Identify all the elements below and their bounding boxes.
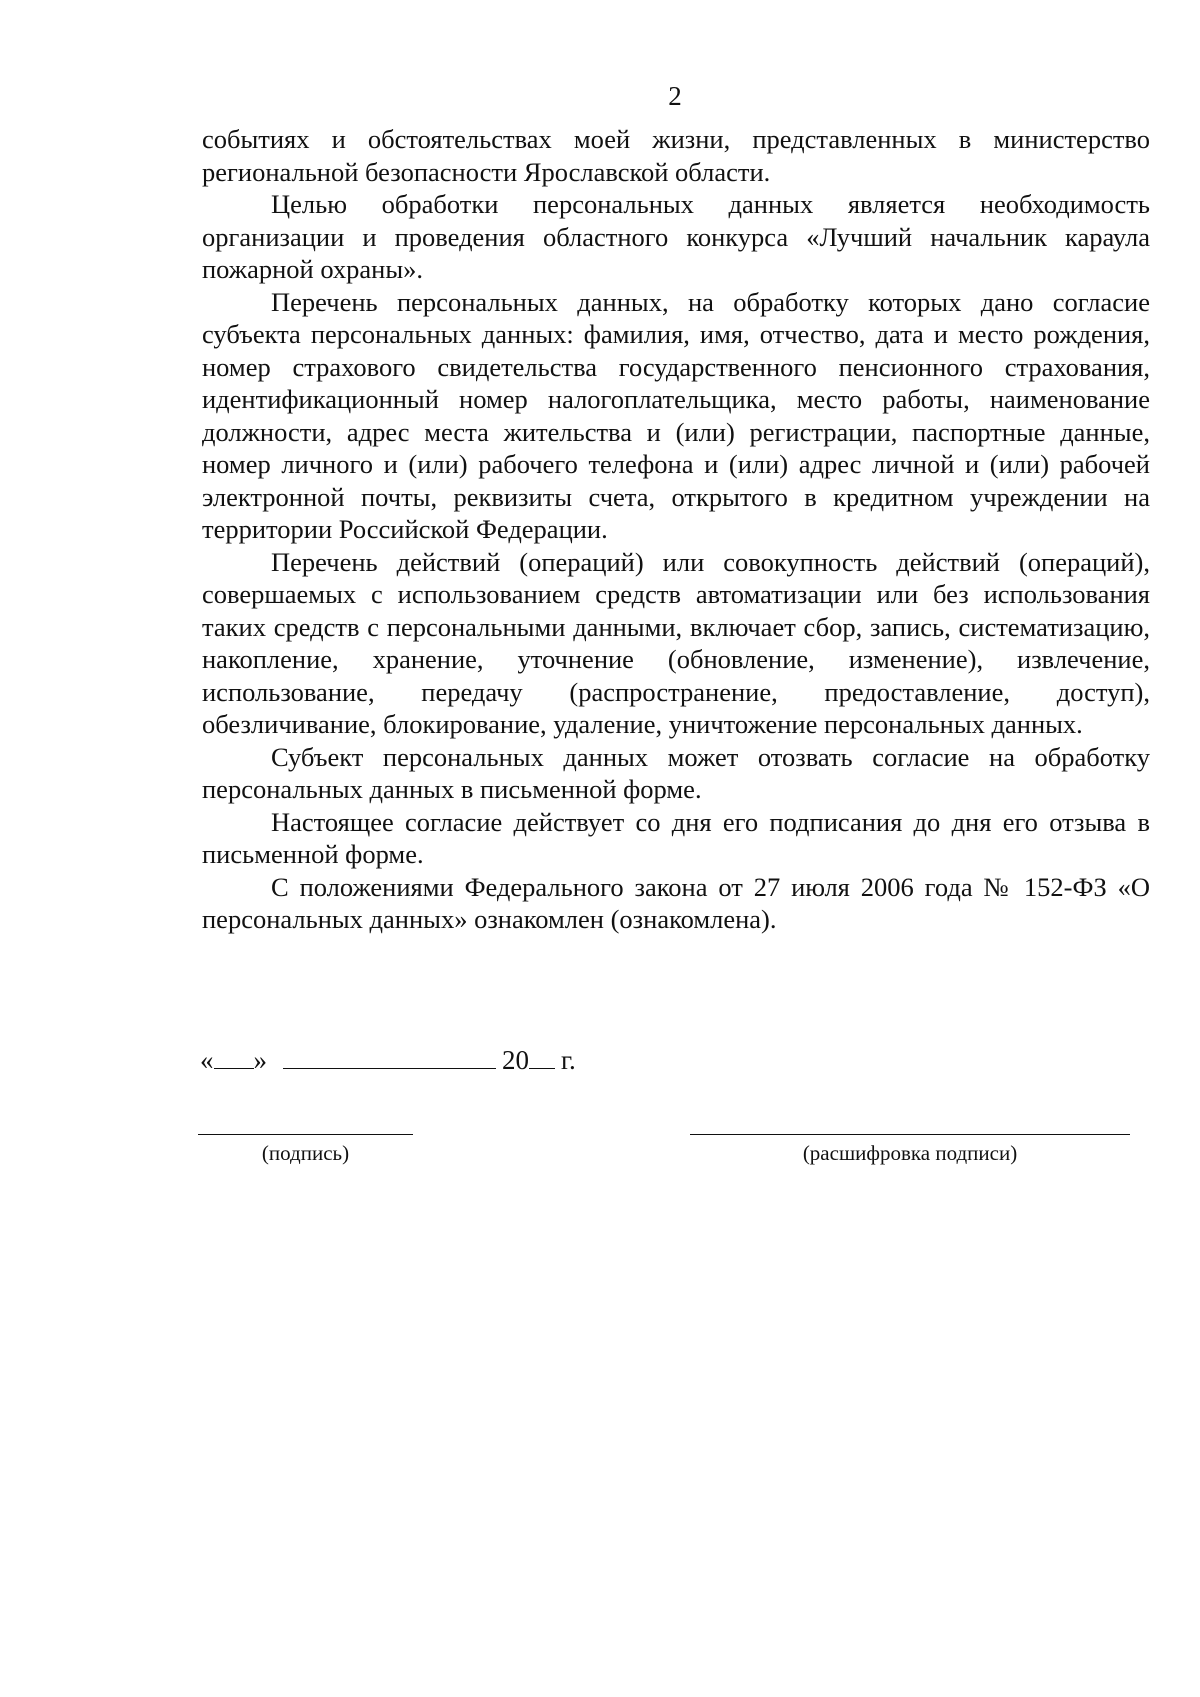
page-number: 2	[668, 81, 682, 111]
signature-caption: (подпись)	[261, 1141, 350, 1165]
date-open-quote: «	[200, 1045, 214, 1075]
consent-body	[202, 123, 1150, 936]
year-prefix: 20	[502, 1045, 529, 1075]
signature-decoding-line[interactable]	[690, 1134, 1130, 1135]
paragraph-operations: Перечень действий (операций) или совокупность действий (операций), совершаемых с использованием средств автоматизации или без использования таких средств с персональными данными, включает сбор, запись, систематизацию, накопление, хранение, уточнение (обновление, изменение), извлечение, использование, передачу (распространение, предоставление, доступ), обезличивание, блокирование, удаление, уничтожение персональных данных.	[202, 546, 1150, 739]
date-close-quote: »	[253, 1045, 267, 1075]
date-line	[200, 1044, 576, 1076]
year-suffix: г.	[561, 1045, 576, 1075]
signature-decoding-caption: (расшифровка подписи)	[802, 1141, 1018, 1165]
paragraph-data-list: Перечень персональных данных, на обработку которых дано согласие субъекта персональных данных: фамилия, имя, отчество, дата и место рождения, номер страхового свидетельства государственного пенсионного страхования, идентификационный номер налогоплательщика, место работы, наименование должности, адрес места жительства и (или) регистрации, паспортные данные, номер личного и (или) рабочего телефона и (или) адрес личной и (или) рабочей электронной почты, реквизиты счета, открытого в кредитном учреждении на территории Российской Федерации.	[202, 286, 1150, 544]
paragraph-validity: Настоящее согласие действует со дня его подписания до дня его отзыва в письменной форме.	[202, 806, 1150, 869]
signature-line[interactable]	[198, 1134, 413, 1135]
day-blank-field[interactable]	[214, 1046, 254, 1069]
year-blank-field[interactable]	[529, 1046, 555, 1069]
paragraph-continuation: событиях и обстоятельствах моей жизни, представленных в министерство региональной безопасности Ярославской области.	[202, 124, 1150, 187]
paragraph-law-acknowledgement: С положениями Федерального закона от 27 июля 2006 года № 152-ФЗ «О персональных данных» ознакомлен (ознакомлена).	[202, 871, 1150, 934]
paragraph-purpose: Целью обработки персональных данных является необходимость организации и проведения областного конкурса «Лучший начальник караула пожарной охраны».	[202, 189, 1150, 284]
month-blank-field[interactable]	[283, 1046, 496, 1069]
paragraph-revocation: Субъект персональных данных может отозвать согласие на обработку персональных данных в письменной форме.	[202, 741, 1150, 804]
